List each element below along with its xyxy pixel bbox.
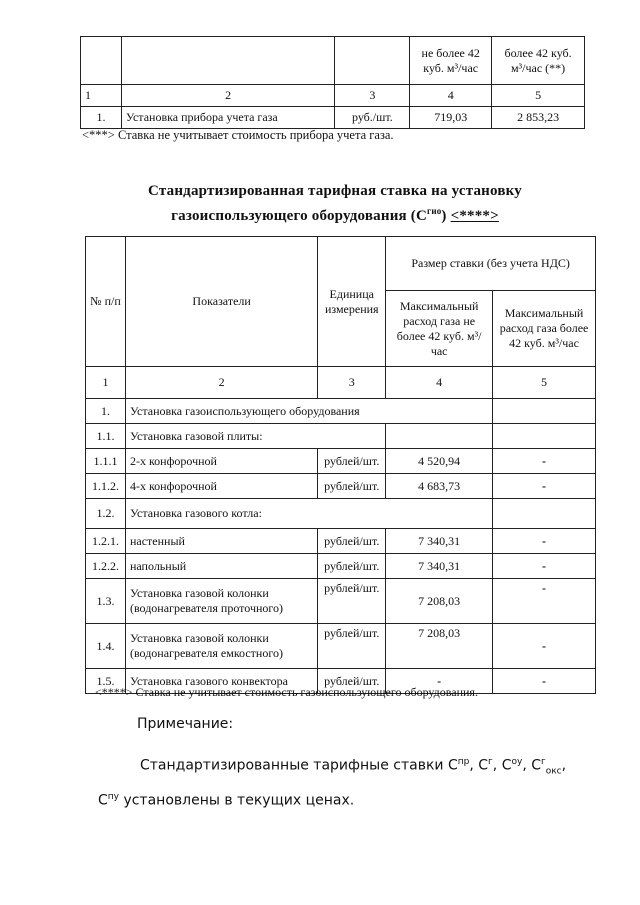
table-row: 1.5. Установка газового конвектора рублей/шт. - -	[86, 669, 596, 694]
top-header-col5: более 42 куб. м³/час (**)	[492, 37, 585, 85]
top-table	[80, 36, 585, 129]
footnote-equipment: <****> Ставка не учитывает стоимость газоиспользующего оборудования.	[95, 685, 478, 699]
footnote-link[interactable]: <****>	[450, 208, 499, 224]
header-rate-max2: Максимальный расход газа более 42 куб. м³/час	[493, 291, 596, 367]
header-rate: Размер ставки (без учета НДС)	[386, 237, 596, 291]
top-header-col4: не более 42 куб. м³/час	[410, 37, 492, 85]
table-row: 1.4. Установка газовой колонки (водонагревателя емкостного) рублей/шт. 7 208,03 -	[86, 624, 596, 669]
table-row: 1. Установка прибора учета газа руб./шт. 719,03 2 853,23	[81, 107, 585, 129]
rates-table	[85, 236, 596, 694]
table-row: 1.2.1. настенный рублей/шт. 7 340,31 -	[86, 529, 596, 554]
remark-title: Примечание:	[137, 716, 234, 732]
header-unit: Единица измерения	[318, 237, 386, 367]
header-rate-max1: Максимальный расход газа не более 42 куб. м³/час	[386, 291, 493, 367]
remark-text: Стандартизированные тарифные ставки $С^{пр}$, $С^г$, $С^{оу}$, $С^г_{окс}$, $С^{пу}$ установлены в текущих ценах.	[98, 757, 567, 810]
table-row: 1.1. Установка газовой плиты:	[86, 424, 596, 449]
table-numbers-row: 1 2 3 4 5	[86, 367, 596, 399]
table-row: 1. Установка газоиспользующего оборудования	[86, 399, 596, 424]
header-num: № п/п	[86, 237, 126, 367]
table-row: 1.2. Установка газового котла:	[86, 499, 596, 529]
table-row: 1.2.2. напольный рублей/шт. 7 340,31 -	[86, 554, 596, 579]
top-table-header-row	[81, 37, 585, 85]
top-table-numbers-row: 1 2 3 4 5	[81, 85, 585, 107]
section-heading: Стандартизированная тарифная ставка на установку газоиспользующего оборудования $(С^{гио})$ <****>	[148, 183, 522, 224]
table-row: 1.3. Установка газовой колонки (водонагревателя проточного) рублей/шт. 7 208,03 -	[86, 579, 596, 624]
footnote-meter: <***> Ставка не учитывает стоимость прибора учета газа.	[82, 128, 394, 142]
header-name: Показатели	[125, 237, 317, 367]
table-row: 1.1.2. 4-х конфорочной рублей/шт. 4 683,73 -	[86, 474, 596, 499]
table-header-row	[86, 237, 596, 291]
table-row: 1.1.1 2-х конфорочной рублей/шт. 4 520,94 -	[86, 449, 596, 474]
